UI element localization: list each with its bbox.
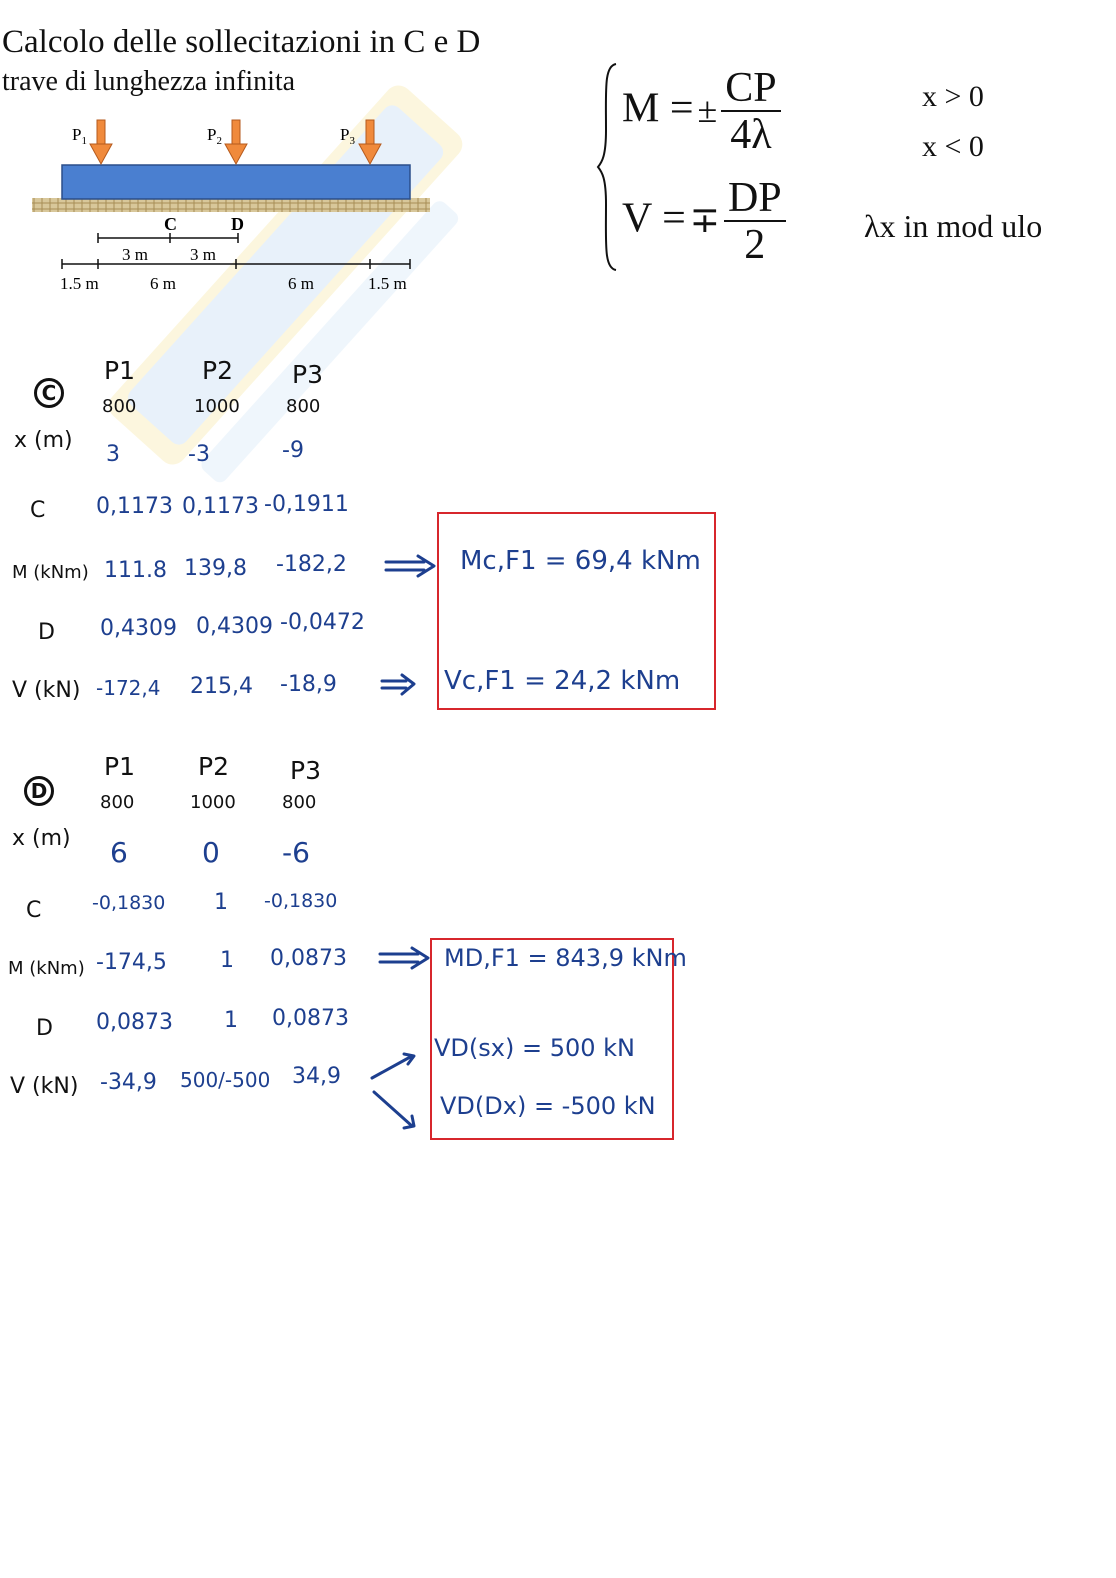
- c-header-p2: P2: [202, 356, 233, 385]
- d-header-p3: P3: [290, 756, 321, 785]
- c-c-p3: -0,1911: [264, 492, 349, 517]
- d-header-p1: P1: [104, 752, 135, 781]
- d-result-moment: MD,F1 = 843,9 kNm: [444, 944, 687, 972]
- c-header-p1: P1: [104, 356, 135, 385]
- beam-diagram: [30, 110, 450, 300]
- d-x-p2: 0: [202, 836, 220, 869]
- c-m-p1: 111.8: [104, 558, 167, 583]
- c-v-p3: -18,9: [280, 672, 337, 697]
- formula-note: λx in mod ulo: [864, 208, 1043, 244]
- c-v-arrow-icon: [380, 672, 420, 698]
- point-label-d: D: [231, 214, 244, 234]
- c-header-p3: P3: [292, 360, 323, 389]
- page-title: Calcolo delle sollecitazioni in C e D: [2, 24, 481, 60]
- load-label-p1: $P_1$: [72, 125, 87, 147]
- c-row-label-m: M (kNm): [12, 562, 89, 583]
- d-v-p1: -34,9: [100, 1070, 157, 1095]
- c-d-p2: 0,4309: [196, 614, 273, 639]
- c-result-moment: Mc,F1 = 69,4 kNm: [460, 546, 701, 576]
- d-d-p2: 1: [224, 1008, 238, 1033]
- c-row-label-c: C: [30, 498, 46, 523]
- dim-lower-2: 6 m: [150, 274, 176, 293]
- d-row-label-m: M (kNm): [8, 958, 85, 979]
- section-d-marker: D: [24, 776, 54, 806]
- load-label-p3: $P_3$: [340, 125, 355, 147]
- beam: [62, 165, 410, 199]
- d-row-label-v: V (kN): [10, 1074, 79, 1099]
- c-x-p2: -3: [188, 442, 210, 467]
- c-x-p1: 3: [106, 442, 120, 467]
- c-v-p2: 215,4: [190, 674, 253, 699]
- d-m-p3: 0,0873: [270, 946, 347, 971]
- sign-pm: ±: [697, 89, 718, 130]
- soil-strip: [32, 198, 430, 212]
- c-row-label-x: x (m): [14, 428, 73, 453]
- c-load-p1: 800: [102, 396, 137, 417]
- c-c-p2: 0,1173: [182, 494, 259, 519]
- dim-lower-3: 6 m: [288, 274, 314, 293]
- condition-positive: x > 0: [922, 80, 984, 113]
- d-row-label-x: x (m): [12, 826, 71, 851]
- d-c-p1: -0,1830: [92, 892, 166, 914]
- d-m-arrow-icon: [378, 944, 434, 974]
- c-result-shear: Vc,F1 = 24,2 kNm: [444, 666, 681, 696]
- sign-mp: ∓: [689, 199, 720, 240]
- d-c-p3: -0,1830: [264, 890, 338, 912]
- formula-brace: [596, 60, 620, 274]
- formula-moment: M = ± $\frac{CP}{4\lambda}$: [622, 66, 781, 158]
- d-load-p3: 800: [282, 792, 317, 813]
- d-row-label-c: C: [26, 898, 42, 923]
- d-load-p1: 800: [100, 792, 135, 813]
- load-label-p2: $P_2$: [207, 125, 222, 147]
- section-c-marker: C: [34, 378, 64, 408]
- d-row-label-d: D: [36, 1016, 53, 1041]
- d-load-p2: 1000: [190, 792, 236, 813]
- c-x-p3: -9: [282, 438, 304, 463]
- d-header-p2: P2: [198, 752, 229, 781]
- formula-shear: V = ∓ $\frac{DP}{2}$: [622, 176, 786, 268]
- c-load-p2: 1000: [194, 396, 240, 417]
- d-v-p2: 500/-500: [180, 1068, 271, 1092]
- d-result-shear-sx: VD(sx) = 500 kN: [434, 1034, 635, 1062]
- c-d-p1: 0,4309: [100, 616, 177, 641]
- d-d-p3: 0,0873: [272, 1006, 349, 1031]
- dim-upper-2: 3 m: [190, 245, 216, 264]
- c-m-p3: -182,2: [276, 552, 347, 577]
- d-v-p3: 34,9: [292, 1064, 341, 1089]
- c-v-p1: -172,4: [96, 676, 161, 700]
- d-result-shear-dx: VD(Dx) = -500 kN: [440, 1092, 656, 1120]
- d-x-p1: 6: [110, 836, 128, 869]
- condition-negative: x < 0: [922, 130, 984, 163]
- c-d-p3: -0,0472: [280, 610, 365, 635]
- c-row-label-d: D: [38, 620, 55, 645]
- d-x-p3: -6: [282, 836, 310, 869]
- dim-upper-1: 3 m: [122, 245, 148, 264]
- dim-lower-1: 1.5 m: [60, 274, 99, 293]
- c-m-arrow-icon: [384, 552, 440, 582]
- c-load-p3: 800: [286, 396, 321, 417]
- load-arrow-p2: [225, 120, 247, 164]
- d-m-p2: 1: [220, 948, 234, 973]
- load-arrow-p1: [90, 120, 112, 164]
- c-row-label-v: V (kN): [12, 678, 81, 703]
- point-label-c: C: [164, 214, 177, 234]
- d-d-p1: 0,0873: [96, 1010, 173, 1035]
- c-m-p2: 139,8: [184, 556, 247, 581]
- d-v-split-arrow-icon: [368, 1046, 428, 1136]
- dim-lower-4: 1.5 m: [368, 274, 407, 293]
- load-arrow-p3: [359, 120, 381, 164]
- d-m-p1: -174,5: [96, 950, 167, 975]
- d-c-p2: 1: [214, 890, 228, 915]
- page-subtitle: trave di lunghezza infinita: [2, 66, 296, 97]
- c-c-p1: 0,1173: [96, 494, 173, 519]
